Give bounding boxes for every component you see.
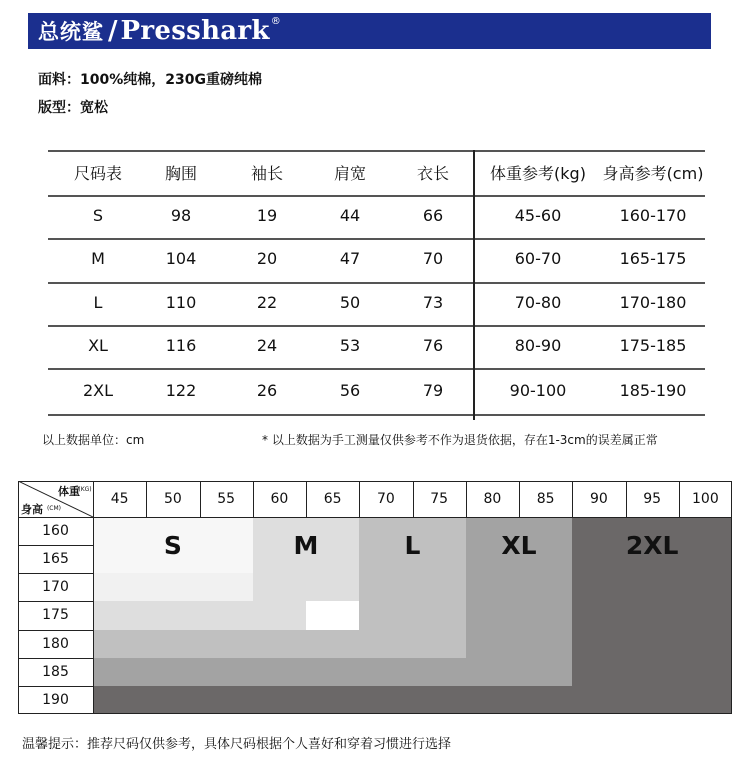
table-rule	[48, 325, 705, 327]
table-cell: 90-100	[509, 381, 567, 400]
grid-line	[200, 481, 201, 517]
table-rule	[48, 238, 705, 240]
table-cell: 110	[165, 293, 197, 312]
table-rule	[48, 195, 705, 197]
height-axis-label: 身高	[21, 503, 43, 516]
table-header-cell: 体重参考(kg)	[490, 164, 586, 183]
table-cell: 73	[422, 293, 444, 312]
weight-axis-label: 体重	[58, 485, 80, 498]
size-label-l: L	[404, 531, 421, 560]
table-cell: M	[91, 249, 105, 268]
unit-note: 以上数据单位：cm	[42, 433, 145, 447]
grid-line	[18, 686, 93, 687]
table-cell: L	[93, 293, 103, 312]
weight-header: 50	[163, 491, 182, 507]
weight-header: 80	[483, 491, 502, 507]
table-cell: 2XL	[82, 381, 114, 400]
table-cell: 160-170	[619, 206, 687, 225]
brand-name-en: Presshark	[120, 16, 270, 46]
table-cell: 165-175	[619, 249, 687, 268]
table-cell: 66	[422, 206, 444, 225]
grid-line	[18, 481, 732, 482]
height-label: 190	[42, 691, 69, 708]
zone-2xl	[93, 686, 732, 714]
table-divider	[473, 150, 475, 420]
height-axis-unit: (CM)	[46, 505, 62, 512]
table-cell: 53	[339, 336, 361, 355]
table-cell: 70	[422, 249, 444, 268]
table-cell: 170-180	[619, 293, 687, 312]
table-cell: 45-60	[514, 206, 562, 225]
height-label: 165	[42, 551, 69, 568]
table-cell: XL	[88, 336, 108, 355]
grid-line	[18, 545, 93, 546]
table-cell: 60-70	[514, 249, 562, 268]
table-cell: 116	[165, 336, 197, 355]
table-cell: 104	[165, 249, 197, 268]
grid-line	[18, 601, 93, 602]
table-header-cell: 胸围	[164, 164, 197, 183]
fit-spec: 版型：宽松	[38, 100, 108, 116]
weight-header: 55	[217, 491, 236, 507]
table-header-cell: 身高参考(cm)	[602, 164, 704, 183]
table-rule	[48, 150, 705, 152]
zone-m	[93, 601, 306, 629]
grid-line	[306, 481, 307, 517]
zone-l	[93, 630, 466, 658]
disclaimer-note: * 以上数据为手工测量仅供参考不作为退货依据，存在1-3cm的误差属正常	[262, 433, 658, 447]
height-label: 170	[42, 579, 69, 596]
grid-line	[146, 481, 147, 517]
weight-header: 100	[692, 491, 719, 507]
weight-header: 85	[536, 491, 555, 507]
weight-header: 90	[589, 491, 608, 507]
table-cell: 76	[422, 336, 444, 355]
brand-header	[28, 13, 711, 49]
table-rule	[48, 282, 705, 284]
weight-header: 75	[430, 491, 449, 507]
table-header-cell: 尺码表	[73, 164, 122, 183]
grid-line	[679, 481, 680, 517]
size-tip: 温馨提示：推荐尺码仅供参考，具体尺码根据个人喜好和穿着习惯进行选择	[22, 737, 452, 752]
weight-header: 70	[376, 491, 395, 507]
grid-line	[18, 630, 93, 631]
weight-header: 45	[110, 491, 129, 507]
grid-line	[18, 573, 93, 574]
table-cell: 185-190	[619, 381, 687, 400]
table-cell: 98	[170, 206, 192, 225]
table-cell: 22	[256, 293, 278, 312]
table-cell: S	[92, 206, 104, 225]
table-cell: 70-80	[514, 293, 562, 312]
size-label-m: M	[293, 531, 319, 560]
table-cell: 44	[339, 206, 361, 225]
table-cell: 20	[256, 249, 278, 268]
table-cell: 56	[339, 381, 361, 400]
table-cell: 24	[256, 336, 278, 355]
table-cell: 80-90	[514, 336, 562, 355]
table-rule	[48, 414, 705, 416]
table-cell: 79	[422, 381, 444, 400]
brand-separator: /	[108, 16, 118, 46]
grid-line	[359, 481, 360, 517]
grid-line	[572, 481, 573, 517]
table-cell: 47	[339, 249, 361, 268]
size-label-2xl: 2XL	[625, 531, 679, 560]
size-label-s: S	[163, 531, 182, 560]
table-cell: 19	[256, 206, 278, 225]
grid-line	[466, 481, 467, 517]
table-cell: 175-185	[619, 336, 687, 355]
zone-xl	[93, 658, 572, 686]
grid-line	[18, 713, 732, 714]
weight-axis-unit: (KG)	[78, 486, 92, 493]
registered-mark: ®	[270, 15, 281, 27]
size-recommendation-grid	[18, 481, 732, 714]
grid-line	[18, 517, 732, 518]
table-header-cell: 肩宽	[333, 164, 366, 183]
brand-name-cn: 总统鲨	[38, 20, 104, 44]
grid-line	[626, 481, 627, 517]
grid-line	[519, 481, 520, 517]
grid-line	[93, 481, 94, 714]
table-header-cell: 袖长	[250, 164, 283, 183]
table-cell: 50	[339, 293, 361, 312]
grid-line	[731, 481, 732, 714]
table-cell: 122	[165, 381, 197, 400]
height-label: 185	[42, 663, 69, 680]
grid-line	[18, 481, 19, 714]
height-label: 175	[42, 607, 69, 624]
height-label: 180	[42, 635, 69, 652]
fabric-spec: 面料：100%纯棉，230G重磅纯棉	[38, 72, 262, 88]
weight-header: 95	[643, 491, 662, 507]
height-label: 160	[42, 523, 69, 539]
grid-line	[253, 481, 254, 517]
grid-line	[413, 481, 414, 517]
weight-header: 60	[270, 491, 289, 507]
grid-line	[18, 658, 93, 659]
weight-header: 65	[323, 491, 342, 507]
table-header-cell: 衣长	[416, 164, 449, 183]
size-label-xl: XL	[501, 531, 537, 560]
table-cell: 26	[256, 381, 278, 400]
table-rule	[48, 368, 705, 370]
